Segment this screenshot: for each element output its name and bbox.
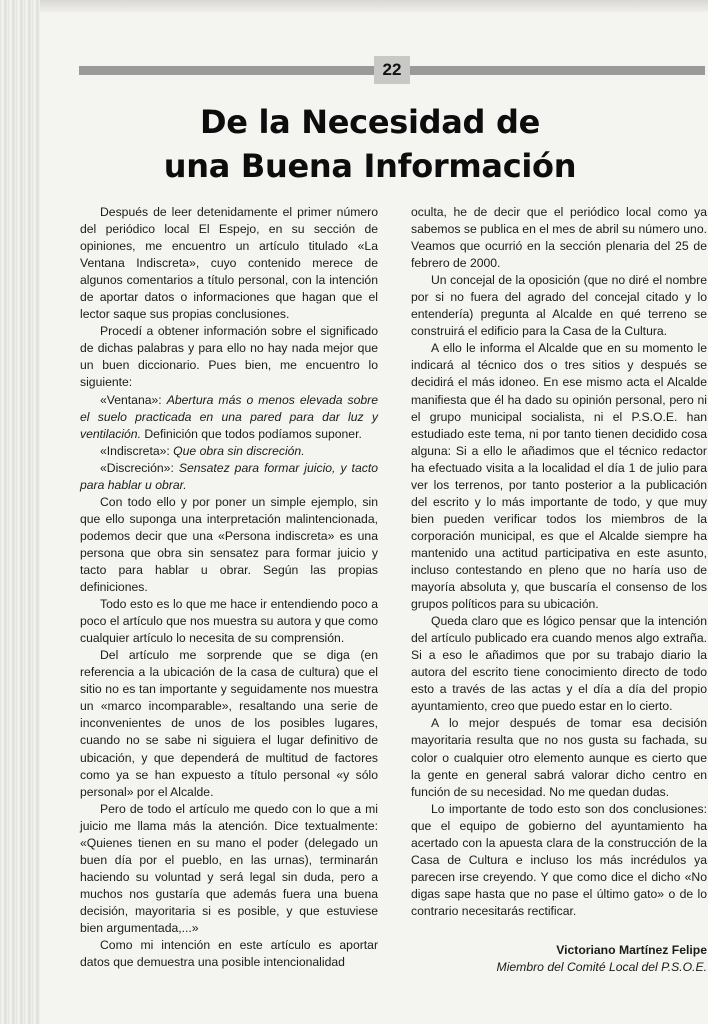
paragraph: A ello le informa el Alcalde que en su momento le indicará al técnico dos o tres sitios y después se decidirá el más idoneo. En ese mismo acta el Alcalde manifiesta que él ha dado su opinión personal, pero ni el grupo municipal socialista, ni el P.S.O.E. han estudiado este tema, ni por tanto tienen decidido cosa alguna: Si a ello le añadimos que el técnico redactor ha efectuado visita a la localidad el día 1 de julio para ver los terrenos, por tanto posterior a la publicación del escrito y lo más importante de todo, y que muy bien pueden verificar todos los miembros de la corporación municipal, es que el Alcalde siempre ha mantenido una actitud participativa en este asunto, incluso contestando en pleno que no haría uso de mayoría absoluta y, que buscaría el consenso de los grupos políticos para su ubicación. — [411, 341, 707, 612]
paragraph: Todo esto es lo que me hace ir entendiendo poco a poco el artículo que nos muestra su autora y que como cualquier artículo lo necesita de su comprensión. — [80, 597, 378, 646]
paragraph-continued: oculta, he de decir que el periódico local como ya sabemos se publica en el mes de abril su número uno. Veamos que ocurrió en la sección plenaria del 25 de febrero de 2000. — [411, 205, 707, 271]
author-name: Victoriano Martínez Felipe — [556, 942, 707, 957]
title-line-2: una Buena Información — [163, 147, 577, 185]
right-column — [411, 204, 707, 976]
left-column — [80, 204, 378, 971]
definition-text: Que obra sin discreción. — [173, 443, 305, 458]
paragraph: Un concejal de la oposición (que no diré el nombre por si no fuera del agrado del concejal citado y lo entendería) pregunta al Alcalde en qué terreno se construirá el edificio para la Casa de la Cultura. — [411, 273, 707, 339]
article-title — [60, 100, 680, 188]
definition-comment: Definición que todos podíamos suponer. — [140, 426, 362, 441]
page-number: 22 — [374, 56, 410, 84]
paragraph: Pero de todo el artículo me quedo con lo que a mi juicio me llama más la atención. Dice textualmente: «Quienes tienen en su mano el poder (delegado un buen día por el pueblo, en las urnas), terminarán haciendo su voluntad y será legal sin duda, pero a muchos nos gustaría que además fuera una buena decisión, mayoritaria si es posible, y que estuviese bien argumentada,...» — [80, 801, 378, 935]
paragraph: Con todo ello y por poner un simple ejemplo, sin que ello suponga una interpretación malintencionada, podemos decir que una «Persona indiscreta» es una persona que obra sin sensatez para formar juicio y tacto para hablar u obrar. Según las propias definiciones. — [80, 494, 378, 595]
author-signature — [411, 942, 707, 976]
paragraph: Después de leer detenidamente el primer número del periódico local El Espejo, en su sección de opiniones, me encuentro un artículo titulado «La Ventana Indiscreta», cuyo contenido merece de algunos comentarios a título personal, con la intención de aportar datos o informaciones que hagan que el lector saque sus propias conclusiones. — [80, 205, 378, 322]
definition-discrecion — [80, 460, 378, 494]
page-top-edge — [0, 0, 708, 12]
paragraph: Procedí a obtener información sobre el significado de dichas palabras y para ello no hay nada mejor que un buen diccionario. Pues bien, me encuentro lo siguiente: — [80, 324, 378, 390]
author-role: Miembro del Comité Local del P.S.O.E. — [496, 960, 707, 975]
definition-indiscreta — [80, 443, 378, 460]
definition-ventana — [80, 392, 378, 443]
page-binding-edge — [0, 0, 40, 1024]
definition-term: «Indiscreta»: — [100, 443, 174, 458]
paragraph: Queda claro que es lógico pensar que la intención del artículo publicado era cuando menos algo extraña. Si a eso le añadimos que por su trabajo diario la autora del escrito tiene conocimiento directo de todo esto a través de las actas y el día a día del propio ayuntamiento, creo que puedo estar en lo cierto. — [411, 614, 707, 714]
definition-text: Sensatez para formar juicio, y tacto para hablar u obrar. — [80, 460, 378, 492]
definition-term: «Ventana»: — [100, 392, 167, 407]
definition-term: «Discreción»: — [100, 460, 179, 475]
paragraph: A lo mejor después de tomar esa decisión mayoritaria resulta que no nos gusta su fachada, su color o cualquier otro elemento aunque es cierto que la gente en general sabrá valorar dicho centro en función de su necesidad. No me quedan dudas. — [411, 716, 707, 799]
paragraph: Del artículo me sorprende que se diga (en referencia a la ubicación de la casa de cultura) que el sitio no es tan importante y seguidamente nos muestra un «marco incomparable», resaltando una serie de inconvenientes de unos de los posibles lugares, cuando no se sabe ni siguiera el lugar definitivo de ubicación, y que dependerá de multitud de factores como ya se han expuesto a título personal «y sólo personal» por el Alcalde. — [80, 648, 378, 799]
title-line-1: De la Necesidad de — [199, 103, 541, 141]
paragraph: Lo importante de todo esto son dos conclusiones: que el equipo de gobierno del ayuntamiento ha acertado con la apuesta clara de la construcción de la Casa de Cultura e incluso los más incrédulos ya parecen irse creyendo. Y que como dice el dicho «No digas sape hasta que no pase el último gato» o de lo contrario necesitarás rectificar. — [411, 801, 707, 918]
definition-text: Abertura más o menos elevada sobre el suelo practicada en una pared para dar luz y ventilación. — [80, 392, 378, 441]
paragraph: Como mi intención en este artículo es aportar datos que demuestra una posible intencionalidad — [80, 938, 378, 970]
